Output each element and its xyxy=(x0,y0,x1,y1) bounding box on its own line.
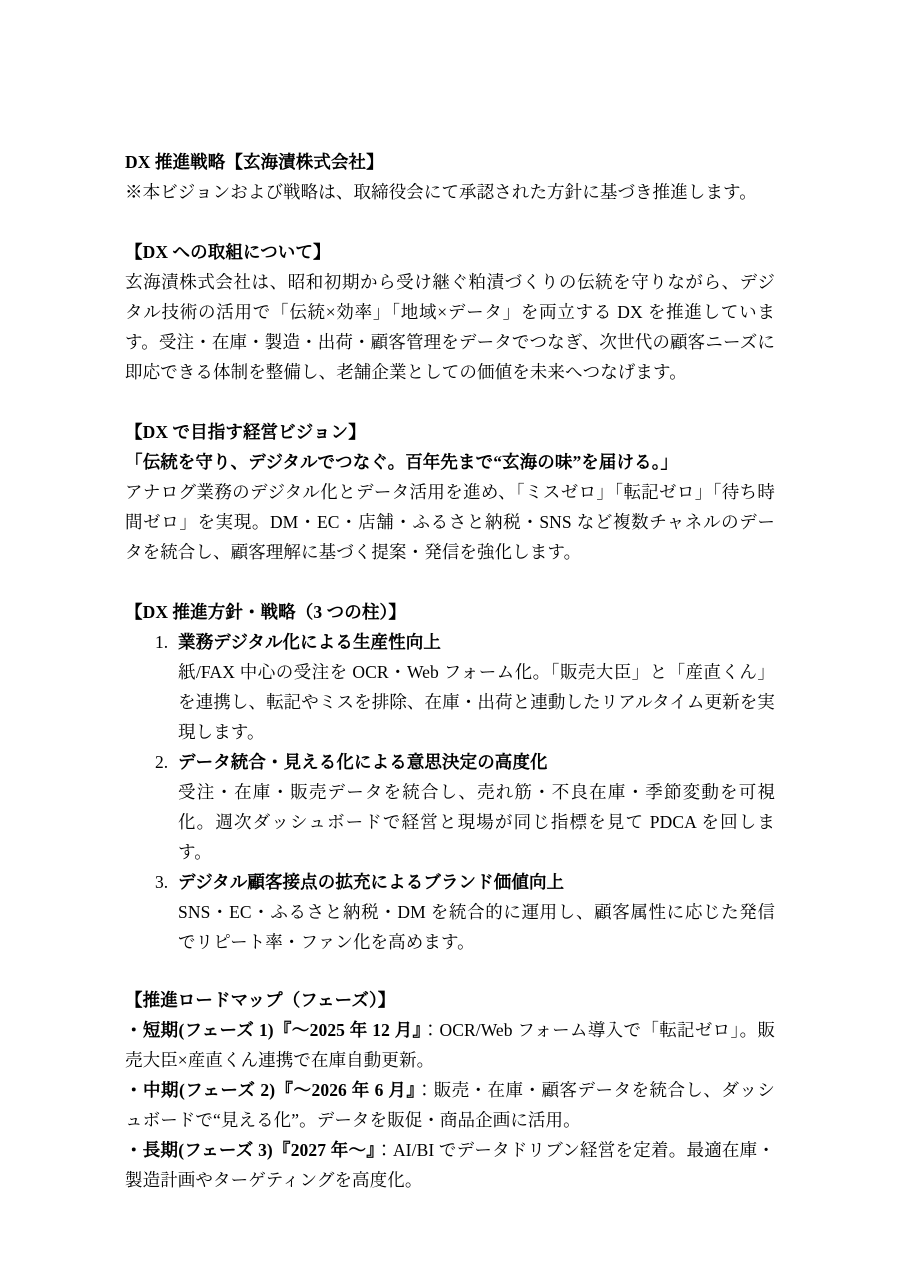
section-heading-policy: 【DX 推進方針・戦略（3 つの柱）】 xyxy=(125,602,406,622)
roadmap-phase-separator: ： xyxy=(421,1020,440,1040)
spacer xyxy=(125,567,775,597)
list-item-title: デジタル顧客接点の拡充によるブランド価値向上 xyxy=(178,872,565,892)
list-item-description: 紙/FAX 中心の受注を OCR・Web フォーム化。「販売大臣」と「産直くん」を連携し、転記やミスを排除、在庫・出荷と連動したリアルタイム更新を実現します。 xyxy=(178,662,775,742)
list-item-title: データ統合・見える化による意思決定の高度化 xyxy=(178,752,548,772)
roadmap-phase-description: AI/BI でデータドリブン経営を定着。最適在庫・製造計画やターゲティングを高度化。 xyxy=(125,1140,776,1190)
roadmap-phase-separator: ： xyxy=(375,1140,393,1160)
list-item-description: SNS・EC・ふるさと納税・DM を統合的に運用し、顧客属性に応じた発信でリピート率・ファン化を高めます。 xyxy=(178,902,775,952)
roadmap-phase-separator: ： xyxy=(415,1080,434,1100)
section-body-initiative: 玄海漬株式会社は、昭和初期から受け継ぐ粕漬づくりの伝統を守りながら、デジタル技術の活用で「伝統×効率」「地域×データ」を両立する DX を推進しています。受注・在庫・製造・出荷・顧客管理をデータでつなぎ、次世代の顧客ニーズに即応できる体制を整備し、老舗企業としての価値を未来へつなげます。 xyxy=(125,272,775,382)
spacer xyxy=(125,387,775,417)
roadmap-phase-description: 販売・在庫・顧客データを統合し、ダッシュボードで“見える化”。データを販促・商品企画に活用。 xyxy=(125,1080,775,1130)
vision-statement: 「伝統を守り、デジタルでつなぐ。百年先まで“玄海の味”を届ける。」 xyxy=(125,452,679,472)
list-item xyxy=(125,747,775,867)
list-item-title: 業務デジタル化による生産性向上 xyxy=(178,632,441,652)
document-body xyxy=(125,147,775,1195)
list-item-marker: 1. xyxy=(155,632,169,652)
roadmap-phase-description: OCR/Web フォーム導入で「転記ゼロ」。販売大臣×産直くん連携で在庫自動更新。 xyxy=(125,1020,776,1070)
document-note: ※本ビジョンおよび戦略は、取締役会にて承認された方針に基づき推進します。 xyxy=(125,182,757,202)
section-body-vision: アナログ業務のデジタル化とデータ活用を進め、「ミスゼロ」「転記ゼロ」「待ち時間ゼロ」を実現。DM・EC・店舗・ふるさと納税・SNS など複数チャネルのデータを統合し、顧客理解に基づく提案・発信を強化します。 xyxy=(125,482,775,562)
roadmap-phase xyxy=(125,1015,775,1075)
list-item-marker: 2. xyxy=(155,752,169,772)
spacer xyxy=(125,207,775,237)
roadmap-phase xyxy=(125,1135,775,1195)
section-heading-roadmap: 【推進ロードマップ（フェーズ）】 xyxy=(125,990,396,1010)
list-item-description: 受注・在庫・販売データを統合し、売れ筋・不良在庫・季節変動を可視化。週次ダッシュボードで経営と現場が同じ指標を見て PDCA を回します。 xyxy=(178,782,775,862)
spacer xyxy=(125,957,775,985)
roadmap-phase-label: ・中期(フェーズ 2)『～2026 年 6 月』 xyxy=(125,1080,416,1100)
roadmap-phase xyxy=(125,1075,775,1135)
roadmap-phase-label: ・長期(フェーズ 3)『2027 年～』 xyxy=(125,1140,376,1160)
list-item-marker: 3. xyxy=(155,872,169,892)
section-heading-vision: 【DX で目指す経営ビジョン】 xyxy=(125,422,366,442)
document-title: DX 推進戦略【玄海漬株式会社】 xyxy=(125,152,384,172)
section-heading-initiative: 【DX への取組について】 xyxy=(125,242,331,262)
policy-pillar-list xyxy=(125,627,775,957)
list-item xyxy=(125,867,775,957)
list-item xyxy=(125,627,775,747)
roadmap-phase-label: ・短期(フェーズ 1)『～2025 年 12 月』 xyxy=(125,1020,422,1040)
